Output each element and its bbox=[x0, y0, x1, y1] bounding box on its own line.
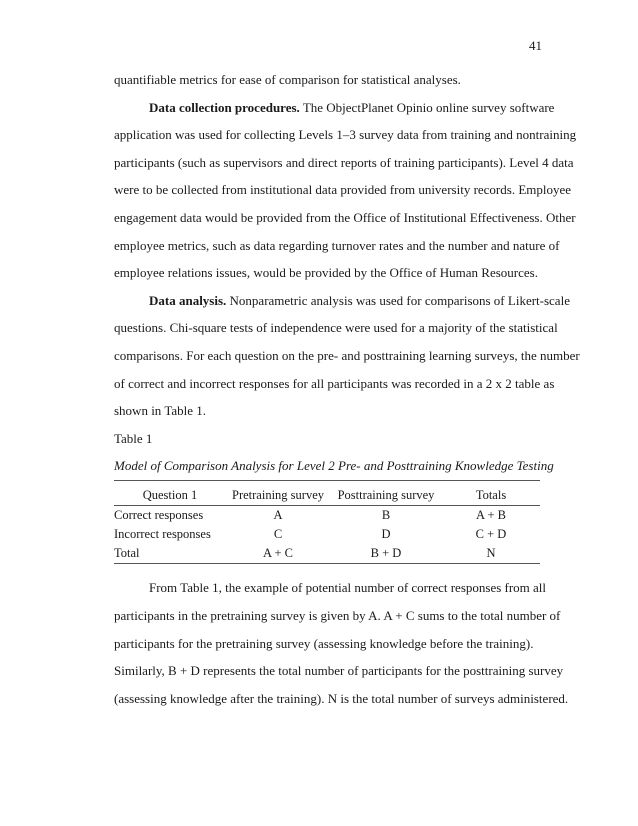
table-header-cell: Totals bbox=[442, 481, 540, 506]
table-cell: A + B bbox=[476, 508, 506, 523]
body-text bbox=[114, 72, 580, 718]
paragraph-line: participants in the pretraining survey is given by A. A + C sums to the total number of bbox=[114, 607, 561, 623]
paragraph-line: employee metrics, such as data regarding turnover rates and the number and nature of bbox=[114, 237, 560, 253]
paragraph-line: application was used for collecting Levels 1–3 survey data from training and nontraining bbox=[114, 127, 577, 143]
table-cell: Correct responses bbox=[114, 508, 204, 523]
paragraph-line: shown in Table 1. bbox=[114, 403, 207, 419]
table-row bbox=[114, 506, 540, 526]
table-row bbox=[114, 525, 540, 544]
paragraph-line: employee relations issues, would be provided by the Office of Human Resources. bbox=[114, 265, 538, 281]
table-label: Table 1 bbox=[114, 430, 153, 446]
comparison-table bbox=[114, 480, 540, 564]
table-cell: A + C bbox=[226, 544, 330, 564]
table-row bbox=[114, 544, 540, 564]
paragraph-line: Data collection procedures. The ObjectPlanet Opinio online survey software bbox=[149, 99, 555, 115]
paragraph-line: engagement data would be provided from the Office of Institutional Effectiveness. Other bbox=[114, 209, 576, 225]
paragraph-line: participants (such as supervisors and direct reports of training participants). Level 4 data bbox=[114, 154, 574, 170]
table-cell: D bbox=[381, 527, 391, 542]
paragraph-line: quantifiable metrics for ease of comparison for statistical analyses. bbox=[114, 72, 461, 87]
paragraph-line: (assessing knowledge after the training). N is the total number of surveys administered. bbox=[114, 690, 569, 706]
table-header-row bbox=[114, 481, 540, 506]
table-cell: N bbox=[442, 544, 540, 564]
table-cell: C + D bbox=[475, 527, 507, 542]
table-cell: B + D bbox=[330, 544, 442, 564]
table-cell: A bbox=[273, 508, 283, 523]
table-cell: Total bbox=[114, 544, 226, 564]
table-cell: B bbox=[381, 508, 391, 523]
table-header-cell: Posttraining survey bbox=[330, 481, 442, 506]
section-heading-data-analysis: Data analysis. bbox=[149, 292, 227, 308]
paragraph-line: of correct and incorrect responses for all participants was recorded in a 2 x 2 table as bbox=[114, 375, 555, 391]
table-cell: Incorrect responses bbox=[114, 527, 211, 542]
table-header-cell: Question 1 bbox=[114, 481, 226, 506]
paragraph-line: were to be collected from institutional data provided from university records. Employee bbox=[114, 182, 572, 198]
paragraph-line: comparisons. For each question on the pre- and posttraining learning surveys, the number bbox=[114, 347, 580, 363]
table-header-cell: Pretraining survey bbox=[226, 481, 330, 506]
paragraph-line: Similarly, B + D represents the total number of participants for the posttraining survey bbox=[114, 663, 564, 679]
paragraph-line: From Table 1, the example of potential number of correct responses from all bbox=[149, 580, 547, 596]
closing-paragraph bbox=[114, 580, 569, 718]
page-number: 41 bbox=[529, 38, 542, 53]
paragraph-line: questions. Chi-square tests of independence were used for a majority of the statistical bbox=[114, 320, 558, 336]
table-cell: C bbox=[273, 527, 283, 542]
section-heading-data-collection: Data collection procedures. bbox=[149, 99, 300, 115]
paragraph-line: Data analysis. Nonparametric analysis was used for comparisons of Likert-scale bbox=[149, 292, 570, 308]
paragraph-line: participants for the pretraining survey (assessing knowledge before the training). bbox=[114, 635, 534, 651]
table-title: Model of Comparison Analysis for Level 2 Pre- and Posttraining Knowledge Testing bbox=[114, 458, 554, 474]
